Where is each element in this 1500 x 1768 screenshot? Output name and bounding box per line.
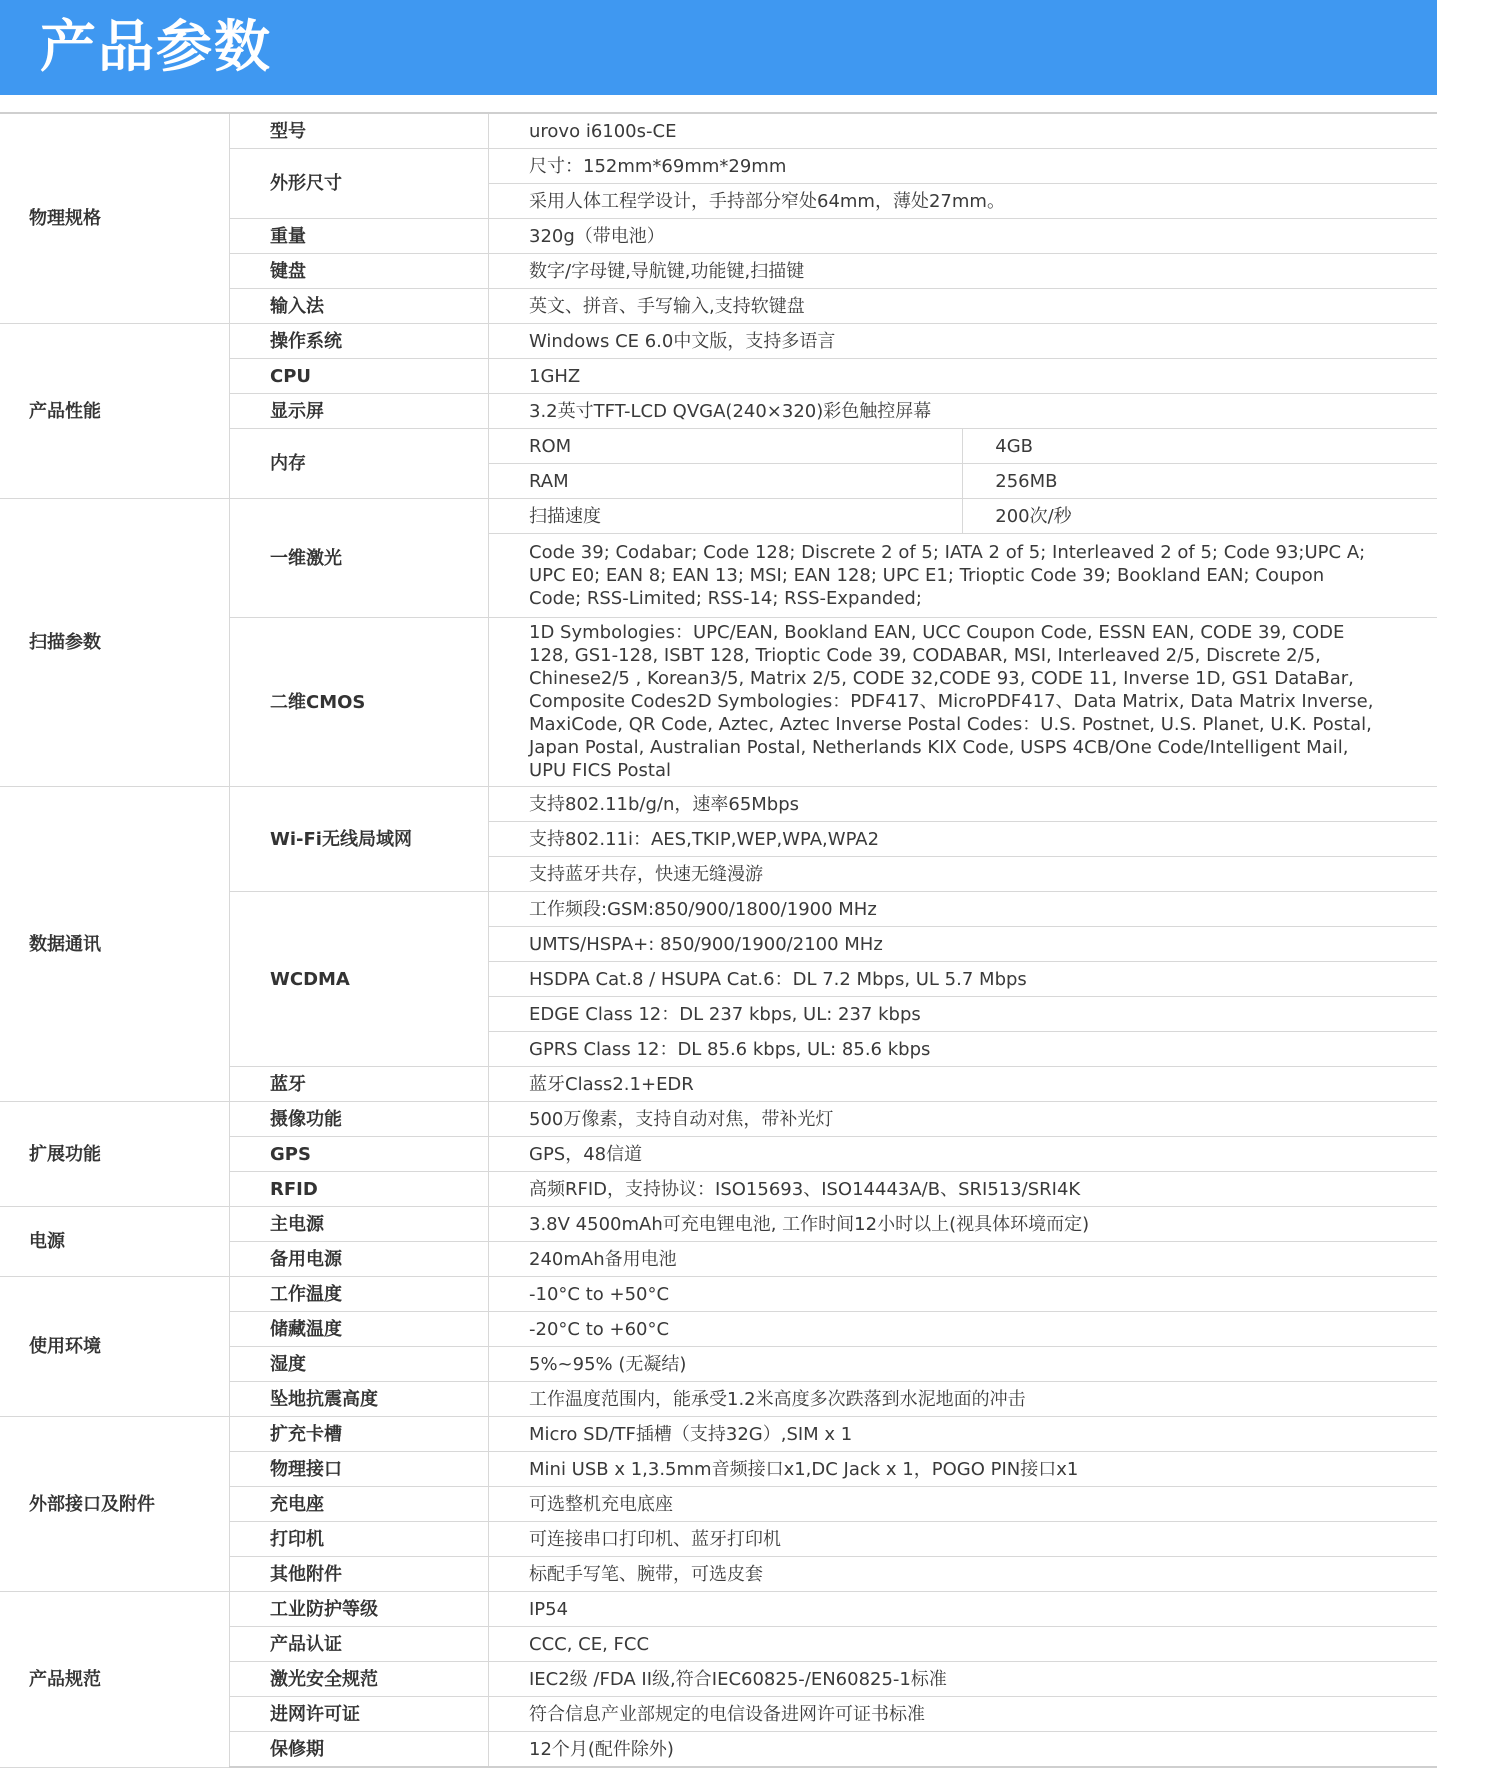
attr-value: GPRS Class 12：DL 85.6 kbps, UL: 85.6 kbps [489,1032,1438,1067]
attr-label: 激光安全规范 [230,1662,489,1697]
attr-label: WCDMA [230,892,489,1067]
sub-value: 200次/秒 [963,499,1437,534]
sub-value: 4GB [963,429,1437,464]
attr-label: 主电源 [230,1207,489,1242]
attr-value: EDGE Class 12：DL 237 kbps, UL: 237 kbps [489,997,1438,1032]
attr-value: 工作频段:GSM:850/900/1800/1900 MHz [489,892,1438,927]
attr-label: 键盘 [230,254,489,289]
attr-value: 可选整机充电底座 [489,1487,1438,1522]
sub-value: 256MB [963,464,1437,499]
attr-label: 操作系统 [230,324,489,359]
table-row [0,113,1437,149]
category-cell: 产品性能 [0,324,230,499]
attr-value: 3.2英寸TFT-LCD QVGA(240×320)彩色触控屏幕 [489,394,1438,429]
attr-label: 充电座 [230,1487,489,1522]
attr-label: 重量 [230,219,489,254]
attr-value: UMTS/HSPA+: 850/900/1900/2100 MHz [489,927,1438,962]
attr-value: 可连接串口打印机、蓝牙打印机 [489,1522,1438,1557]
attr-value: urovo i6100s-CE [489,113,1438,149]
attr-value: 320g（带电池） [489,219,1438,254]
attr-label: 坠地抗震高度 [230,1382,489,1417]
category-cell: 扩展功能 [0,1102,230,1207]
attr-value: 符合信息产业部规定的电信设备进网许可证书标准 [489,1697,1438,1732]
attr-value: Micro SD/TF插槽（支持32G）,SIM x 1 [489,1417,1438,1452]
attr-label: 进网许可证 [230,1697,489,1732]
table-row [0,787,1437,822]
attr-value: Mini USB x 1,3.5mm音频接口x1,DC Jack x 1，POGO PIN接口x1 [489,1452,1438,1487]
attr-label: 显示屏 [230,394,489,429]
attr-value: HSDPA Cat.8 / HSUPA Cat.6：DL 7.2 Mbps, UL 5.7 Mbps [489,962,1438,997]
table-row [0,1207,1437,1242]
attr-value: 12个月(配件除外) [489,1732,1438,1768]
attr-value: 支持蓝牙共存，快速无缝漫游 [489,857,1438,892]
page-title: 产品参数 [40,14,272,80]
attr-value: -20°C to +60°C [489,1312,1438,1347]
category-cell: 数据通讯 [0,787,230,1102]
attr-label: 工业防护等级 [230,1592,489,1627]
attr-label: 摄像功能 [230,1102,489,1137]
table-row [0,1592,1437,1627]
category-cell: 产品规范 [0,1592,230,1768]
attr-label: 物理接口 [230,1452,489,1487]
attr-value: 3.8V 4500mAh可充电锂电池, 工作时间12小时以上(视具体环境而定) [489,1207,1438,1242]
attr-label: 备用电源 [230,1242,489,1277]
title-banner [0,0,1437,95]
attr-label: 蓝牙 [230,1067,489,1102]
attr-value: Windows CE 6.0中文版，支持多语言 [489,324,1438,359]
attr-value: 支持802.11i：AES,TKIP,WEP,WPA,WPA2 [489,822,1438,857]
attr-label: 打印机 [230,1522,489,1557]
attr-label: 其他附件 [230,1557,489,1592]
attr-label: 扩充卡槽 [230,1417,489,1452]
table-row [0,1277,1437,1312]
attr-label: 产品认证 [230,1627,489,1662]
attr-label: 一维激光 [230,499,489,618]
spec-table [0,112,1437,1768]
attr-label: RFID [230,1172,489,1207]
sub-label: 扫描速度 [489,499,963,534]
category-cell: 扫描参数 [0,499,230,787]
attr-label: 工作温度 [230,1277,489,1312]
attr-value: 数字/字母键,导航键,功能键,扫描键 [489,254,1438,289]
attr-value: -10°C to +50°C [489,1277,1438,1312]
attr-label: 输入法 [230,289,489,324]
attr-value: 支持802.11b/g/n，速率65Mbps [489,787,1438,822]
attr-label: CPU [230,359,489,394]
attr-value: 采用人体工程学设计，手持部分窄处64mm，薄处27mm。 [489,184,1438,219]
attr-value: GPS，48信道 [489,1137,1438,1172]
attr-label: GPS [230,1137,489,1172]
attr-label: 保修期 [230,1732,489,1768]
category-cell: 使用环境 [0,1277,230,1417]
attr-label: 内存 [230,429,489,499]
attr-value: 5%~95% (无凝结) [489,1347,1438,1382]
attr-value: 500万像素，支持自动对焦，带补光灯 [489,1102,1438,1137]
attr-label: Wi-Fi无线局域网 [230,787,489,892]
attr-value: 尺寸：152mm*69mm*29mm [489,149,1438,184]
attr-value: 工作温度范围内，能承受1.2米高度多次跌落到水泥地面的冲击 [489,1382,1438,1417]
attr-value: IEC2级 /FDA II级,符合IEC60825-/EN60825-1标准 [489,1662,1438,1697]
sub-label: ROM [489,429,963,464]
attr-label: 型号 [230,113,489,149]
category-cell: 外部接口及附件 [0,1417,230,1592]
attr-value: 1D Symbologies：UPC/EAN, Bookland EAN, UCC Coupon Code, ESSN EAN, CODE 39, CODE 128, GS1-128, ISBT 128, Trioptic Code 39, CODABAR, MSI, Interleaved 2/5, Discrete 2/5, Chinese2/5 , Korean3/5, Matrix 2/5, CODE 32,CODE 93, CODE 11, Inverse 1D, GS1 DataBar, Composite Codes2D Symbologies：PDF417、MicroPDF417、Data Matrix, Data Matrix Inverse, MaxiCode, QR Code, Aztec, Aztec Inverse Postal Codes：U.S. Postnet, U.S. Planet, U.K. Postal, Japan Postal, Australian Postal, Netherlands KIX Code, USPS 4CB/One Code/Intelligent Mail, UPU FICS Postal [489,618,1438,787]
attr-value: 英文、拼音、手写输入,支持软键盘 [489,289,1438,324]
attr-value: IP54 [489,1592,1438,1627]
attr-value: 1GHZ [489,359,1438,394]
table-row [0,324,1437,359]
attr-value: 高频RFID，支持协议：ISO15693、ISO14443A/B、SRI513/SRI4K [489,1172,1438,1207]
attr-value: CCC, CE, FCC [489,1627,1438,1662]
attr-value: 240mAh备用电池 [489,1242,1438,1277]
attr-value: 蓝牙Class2.1+EDR [489,1067,1438,1102]
sub-label: RAM [489,464,963,499]
table-row [0,1417,1437,1452]
table-row [0,1102,1437,1137]
attr-value: Code 39; Codabar; Code 128; Discrete 2 of 5; IATA 2 of 5; Interleaved 2 of 5; Code 93;UPC A; UPC E0; EAN 8; EAN 13; MSI; EAN 128; UPC E1; Trioptic Code 39; Bookland EAN; Coupon Code; RSS-Limited; RSS-14; RSS-Expanded; [489,534,1438,618]
attr-label: 储藏温度 [230,1312,489,1347]
attr-value: 标配手写笔、腕带，可选皮套 [489,1557,1438,1592]
attr-label: 湿度 [230,1347,489,1382]
category-cell: 电源 [0,1207,230,1277]
category-cell: 物理规格 [0,113,230,324]
table-row [0,499,1437,534]
attr-label: 外形尺寸 [230,149,489,219]
attr-label: 二维CMOS [230,618,489,787]
